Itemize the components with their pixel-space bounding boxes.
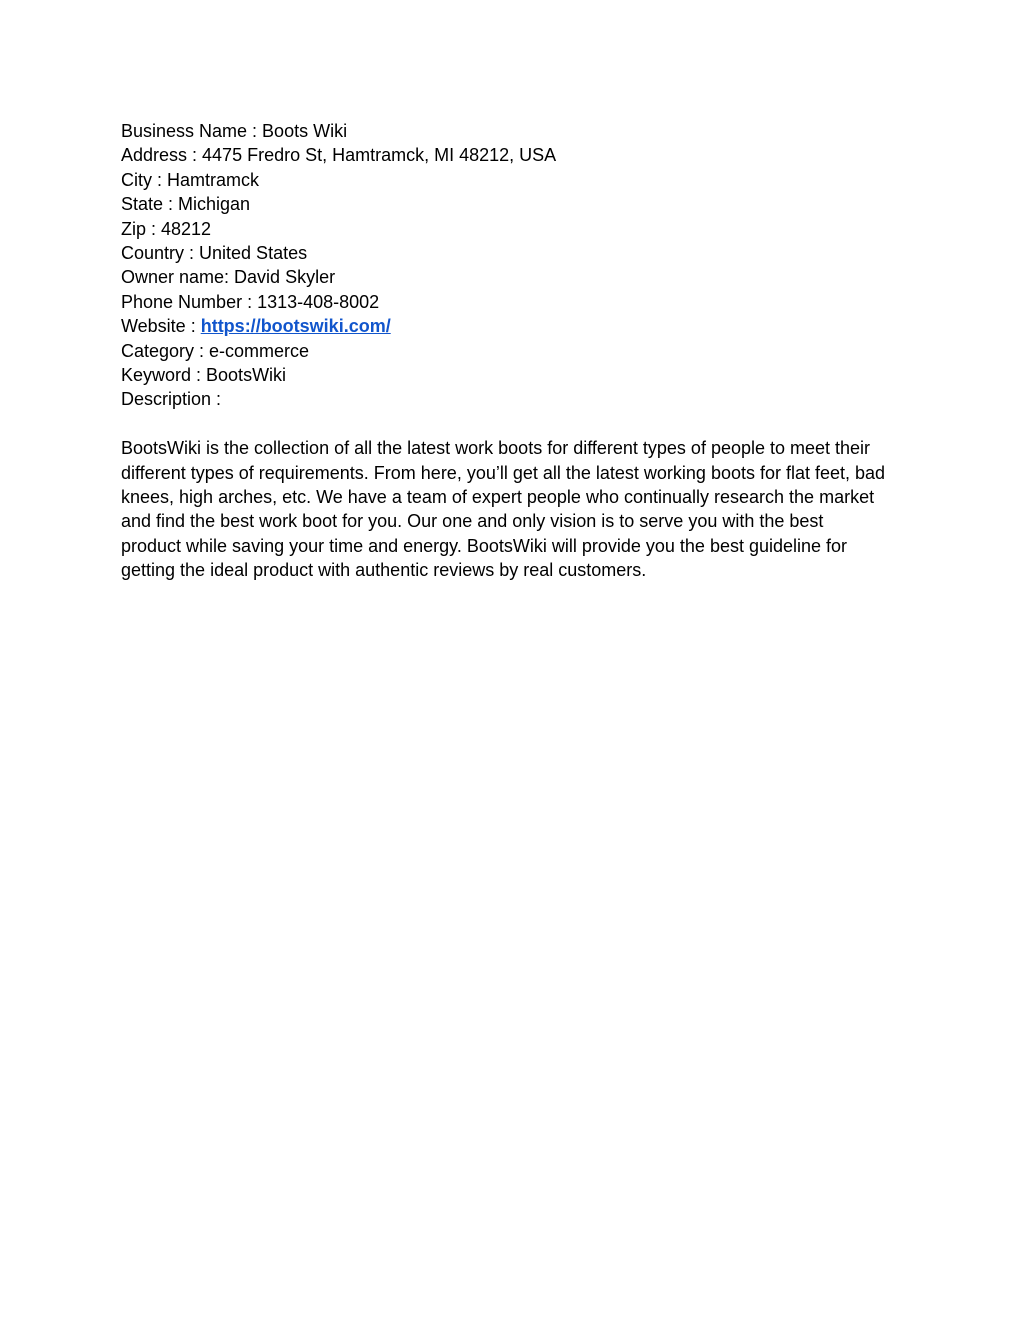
business-name-line: Business Name : Boots Wiki [121,121,348,141]
description-paragraph [121,436,911,582]
description-line: BootsWiki is the collection of all the latest work boots for different types of people to meet their [121,438,871,459]
description-line: different types of requirements. From here, you’ll get all the latest working boots for flat feet, bad [121,462,886,483]
description-line: knees, high arches, etc. We have a team of expert people who continually research the market [121,487,875,508]
keyword-line: Keyword : BootsWiki [121,365,287,386]
owner-line: Owner name: David Skyler [121,267,336,288]
phone-line: Phone Number : 1313-408-8002 [121,291,380,312]
city-line: City : Hamtramck [121,169,260,190]
address-line: Address : 4475 Fredro St, Hamtramck, MI 48212, USA [121,145,557,166]
document-body [121,119,911,583]
country-line: Country : United States [121,243,308,264]
description-label: Description : [121,389,222,410]
website-line [121,314,911,338]
description-line: getting the ideal product with authentic reviews by real customers. [121,560,647,581]
description-line: and find the best work boot for you. Our one and only vision is to serve you with the best [121,511,824,532]
category-line: Category : e-commerce [121,340,310,361]
description-line: product while saving your time and energy. BootsWiki will provide you the best guideline for [121,535,848,556]
state-line: State : Michigan [121,194,251,215]
website-label: Website : [121,316,201,337]
zip-line: Zip : 48212 [121,218,212,239]
paragraph-spacer [121,412,911,436]
website-link[interactable]: https://bootswiki.com/ [200,316,391,337]
